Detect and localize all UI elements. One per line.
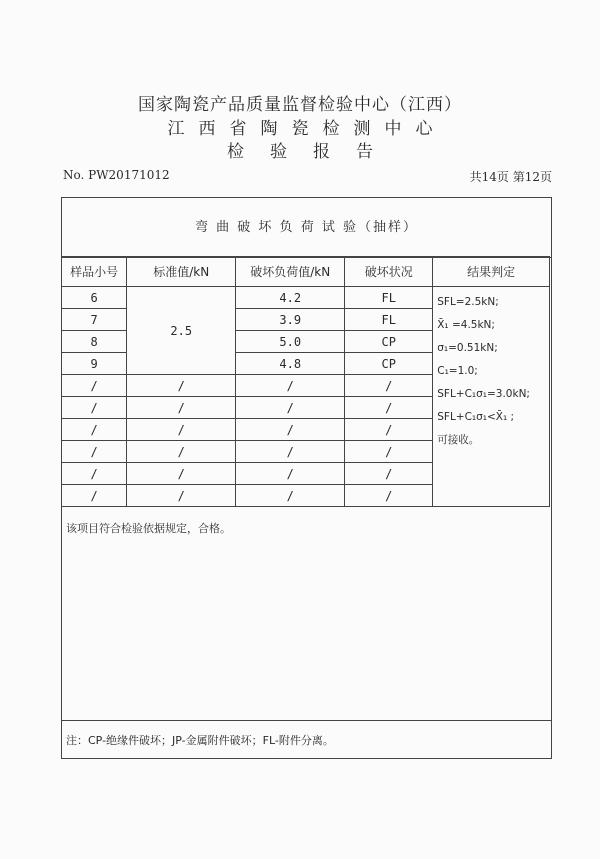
failure-status: FL (345, 309, 433, 331)
result-line: σ₁=0.51kN; (437, 342, 498, 354)
failure-status: CP (345, 331, 433, 353)
empty-cell: / (127, 441, 236, 463)
empty-cell: / (127, 397, 236, 419)
empty-cell: / (62, 441, 127, 463)
empty-cell: / (127, 485, 236, 507)
empty-cell: / (236, 463, 345, 485)
col-header-load: 破坏负荷值/kN (236, 257, 345, 287)
sample-no: 6 (62, 287, 127, 309)
center-title: 江西省陶瓷检测中心 (167, 119, 447, 139)
failure-status: CP (345, 353, 433, 375)
empty-cell: / (236, 485, 345, 507)
empty-cell: / (62, 375, 127, 397)
empty-cell: / (236, 419, 345, 441)
load-value: 3.9 (236, 309, 345, 331)
result-line: SFL+C₁σ₁<X̄₁ ; (437, 411, 515, 423)
empty-cell: / (345, 485, 433, 507)
empty-cell: / (127, 463, 236, 485)
conclusion-text: 该项目符合检验依据规定，合格。 (66, 522, 231, 535)
sample-no: 7 (62, 309, 127, 331)
result-line: SFL+C₁σ₁=3.0kN; (437, 388, 530, 400)
report-number: No. PW20171012 (63, 168, 170, 182)
table-title: 弯 曲 破 坏 负 荷 试 验（抽样） (62, 198, 551, 258)
empty-cell: / (62, 485, 127, 507)
result-line: 可接收。 (437, 434, 480, 446)
empty-cell: / (345, 441, 433, 463)
result-judgement (433, 287, 550, 507)
col-header-result: 结果判定 (433, 257, 550, 287)
empty-cell: / (236, 441, 345, 463)
divider (62, 720, 551, 721)
sample-no: 9 (62, 353, 127, 375)
table-row (62, 287, 550, 309)
col-header-status: 破坏状况 (345, 257, 433, 287)
empty-cell: / (62, 463, 127, 485)
empty-cell: / (345, 397, 433, 419)
result-line: SFL=2.5kN; (437, 296, 499, 308)
page-count: 共14页 第12页 (469, 170, 552, 184)
empty-cell: / (62, 397, 127, 419)
empty-cell: / (345, 375, 433, 397)
result-line: X̄₁ =4.5kN; (437, 319, 495, 331)
empty-cell: / (345, 463, 433, 485)
report-title: 检验报告 (227, 142, 399, 162)
empty-cell: / (345, 419, 433, 441)
empty-cell: / (236, 397, 345, 419)
footnote: 注：CP-绝缘件破坏；JP-金属附件破坏；FL-附件分离。 (66, 734, 334, 747)
load-value: 4.2 (236, 287, 345, 309)
standard-value: 2.5 (127, 287, 236, 375)
load-value: 4.8 (236, 353, 345, 375)
table-header-row (62, 257, 550, 287)
load-value: 5.0 (236, 331, 345, 353)
col-header-sample: 样品小号 (62, 257, 127, 287)
empty-cell: / (127, 375, 236, 397)
results-table (61, 256, 550, 507)
empty-cell: / (236, 375, 345, 397)
org-title: 国家陶瓷产品质量监督检验中心（江西） (138, 95, 462, 115)
empty-cell: / (127, 419, 236, 441)
report-frame (61, 197, 552, 759)
result-line: C₁=1.0; (437, 365, 478, 377)
empty-cell: / (62, 419, 127, 441)
failure-status: FL (345, 287, 433, 309)
col-header-standard: 标准值/kN (127, 257, 236, 287)
sample-no: 8 (62, 331, 127, 353)
